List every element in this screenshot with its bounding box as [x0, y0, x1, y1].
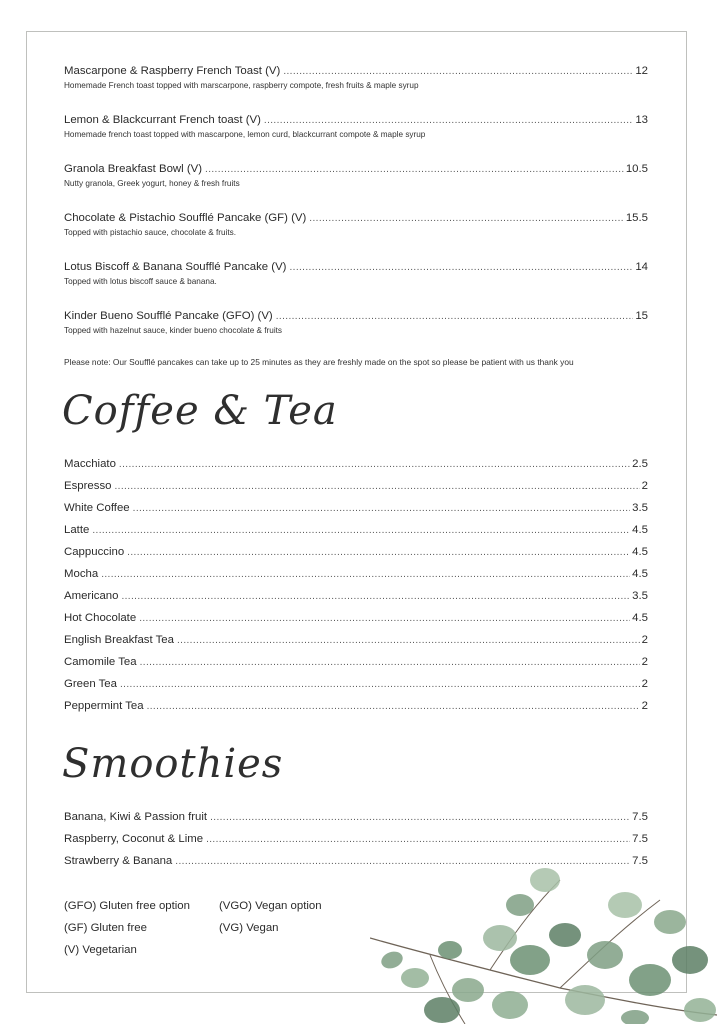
leader-dots	[140, 656, 640, 670]
item-price: 4.5	[632, 524, 648, 536]
leader-dots	[101, 568, 630, 582]
item-name: Granola Breakfast Bowl (V)	[64, 163, 203, 175]
item-name: Strawberry & Banana	[64, 855, 173, 867]
legend-vgo: (VGO) Vegan option	[219, 900, 322, 912]
leader-dots	[309, 212, 624, 226]
dietary-legend-left	[64, 895, 190, 961]
item-price: 2	[641, 678, 648, 690]
eucalyptus-leaves-decoration	[370, 860, 717, 1024]
item-price: 3.5	[632, 502, 648, 514]
menu-item	[64, 113, 648, 140]
coffee-item	[64, 633, 648, 648]
coffee-item	[64, 677, 648, 692]
menu-item	[64, 211, 648, 238]
legend-vg: (VG) Vegan	[219, 922, 279, 934]
item-price: 2	[641, 656, 648, 668]
menu-item	[64, 260, 648, 287]
smoothie-item	[64, 810, 648, 825]
item-price: 12	[635, 65, 648, 77]
item-description: Nutty granola, Greek yogurt, honey & fresh fruits	[64, 179, 240, 188]
smoothies-heading: Smoothies	[62, 741, 284, 787]
item-name: White Coffee	[64, 502, 130, 514]
item-description: Topped with hazelnut sauce, kinder bueno chocolate & fruits	[64, 326, 283, 335]
item-name: Hot Chocolate	[64, 612, 137, 624]
item-price: 4.5	[632, 568, 648, 580]
coffee-item	[64, 589, 648, 604]
item-price: 2	[641, 634, 648, 646]
item-name: Camomile Tea	[64, 656, 137, 668]
coffee-item	[64, 567, 648, 582]
item-name: Americano	[64, 590, 119, 602]
item-name: Macchiato	[64, 458, 116, 470]
leader-dots	[264, 114, 633, 128]
item-name: Green Tea	[64, 678, 117, 690]
leader-dots	[206, 833, 630, 847]
item-name: Raspberry, Coconut & Lime	[64, 833, 204, 845]
item-name: Cappuccino	[64, 546, 125, 558]
item-name: Espresso	[64, 480, 112, 492]
item-price: 15	[635, 310, 648, 322]
item-name: Peppermint Tea	[64, 700, 144, 712]
leader-dots	[210, 811, 630, 825]
item-name: English Breakfast Tea	[64, 634, 174, 646]
item-price: 3.5	[632, 590, 648, 602]
leader-dots	[127, 546, 630, 560]
item-price: 14	[635, 261, 648, 273]
item-price: 2.5	[632, 458, 648, 470]
item-description: Homemade French toast topped with marscarpone, raspberry compote, fresh fruits & maple syrup	[64, 81, 419, 90]
leader-dots	[133, 502, 631, 516]
coffee-item	[64, 501, 648, 516]
leader-dots	[114, 480, 639, 494]
item-price: 7.5	[632, 811, 648, 823]
item-price: 13	[635, 114, 648, 126]
pancake-note: Please note: Our Soufflé pancakes can take up to 25 minutes as they are freshly made on the spot so please be patient with us thank you	[64, 357, 574, 367]
coffee-item	[64, 611, 648, 626]
leader-dots	[276, 310, 634, 324]
item-price: 7.5	[632, 855, 648, 867]
leader-dots	[121, 590, 630, 604]
item-name: Lemon & Blackcurrant French toast (V)	[64, 114, 261, 126]
item-description: Topped with lotus biscoff sauce & banana.	[64, 277, 217, 286]
leader-dots	[283, 65, 633, 79]
coffee-item	[64, 655, 648, 670]
leader-dots	[177, 634, 640, 648]
leader-dots	[147, 700, 640, 714]
coffee-tea-heading: Coffee & Tea	[62, 388, 338, 434]
item-name: Chocolate & Pistachio Soufflé Pancake (GF) (V)	[64, 212, 307, 224]
item-name: Mascarpone & Raspberry French Toast (V)	[64, 65, 281, 77]
legend-v: (V) Vegetarian	[64, 944, 137, 956]
item-name: Lotus Biscoff & Banana Soufflé Pancake (V)	[64, 261, 287, 273]
item-description: Topped with pistachio sauce, chocolate & fruits.	[64, 228, 237, 237]
item-description: Homemade french toast topped with mascarpone, lemon curd, blackcurrant compote & maple syrup	[64, 130, 426, 139]
smoothie-item	[64, 832, 648, 847]
menu-item	[64, 162, 648, 189]
item-price: 4.5	[632, 546, 648, 558]
dietary-legend-right	[219, 895, 322, 939]
item-name: Mocha	[64, 568, 99, 580]
menu-item	[64, 309, 648, 336]
coffee-item	[64, 457, 648, 472]
leader-dots	[120, 678, 640, 692]
leader-dots	[289, 261, 633, 275]
coffee-item	[64, 523, 648, 538]
leader-dots	[92, 524, 630, 538]
item-price: 2	[641, 480, 648, 492]
legend-gfo: (GFO) Gluten free option	[64, 900, 190, 912]
leader-dots	[205, 163, 624, 177]
item-price: 4.5	[632, 612, 648, 624]
item-name: Kinder Bueno Soufflé Pancake (GFO) (V)	[64, 310, 273, 322]
item-name: Latte	[64, 524, 90, 536]
item-price: 2	[641, 700, 648, 712]
leader-dots	[119, 458, 630, 472]
legend-gf: (GF) Gluten free	[64, 922, 147, 934]
menu-item	[64, 64, 648, 91]
item-price: 10.5	[625, 163, 648, 175]
coffee-item	[64, 479, 648, 494]
coffee-item	[64, 699, 648, 714]
leader-dots	[139, 612, 630, 626]
coffee-item	[64, 545, 648, 560]
item-price: 7.5	[632, 833, 648, 845]
item-name: Banana, Kiwi & Passion fruit	[64, 811, 208, 823]
item-price: 15.5	[625, 212, 648, 224]
